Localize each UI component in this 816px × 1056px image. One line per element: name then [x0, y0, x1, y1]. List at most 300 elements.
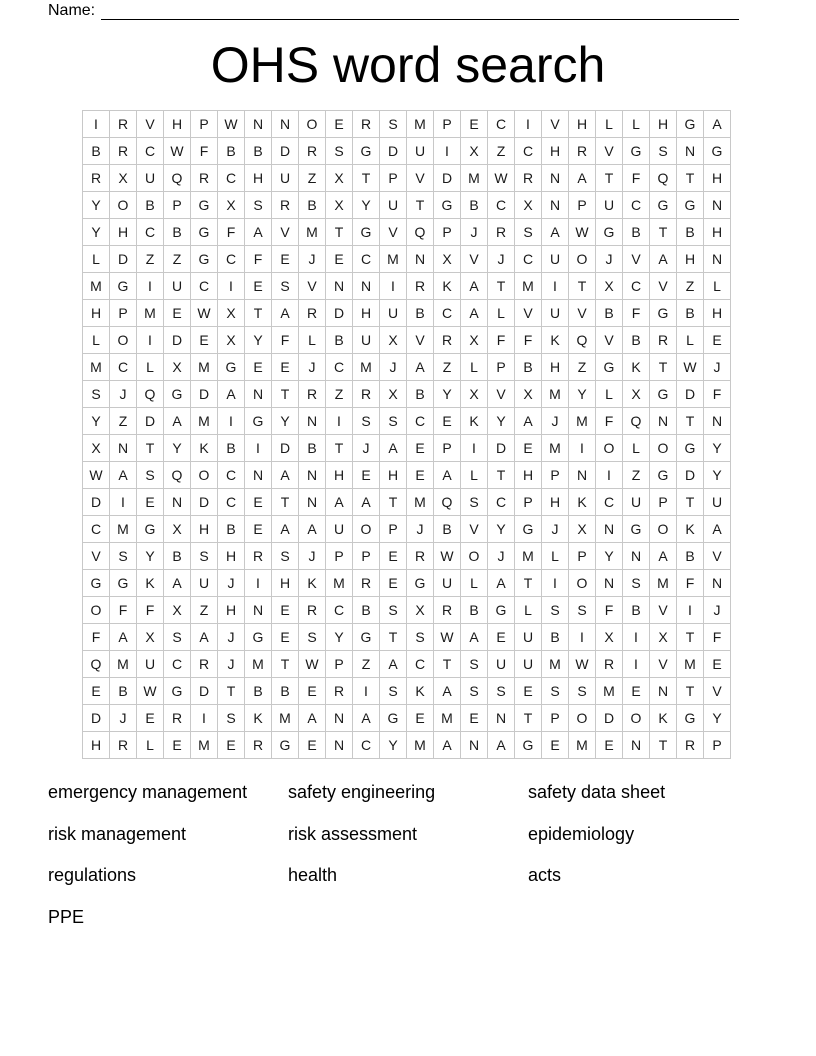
grid-cell: E	[515, 435, 542, 462]
grid-cell: K	[623, 354, 650, 381]
grid-cell: G	[245, 624, 272, 651]
grid-cell: Z	[353, 651, 380, 678]
grid-cell: N	[677, 138, 704, 165]
grid-cell: C	[137, 138, 164, 165]
grid-cell: I	[623, 651, 650, 678]
grid-cell: T	[677, 489, 704, 516]
grid-cell: N	[272, 111, 299, 138]
word-list-item: health	[288, 865, 338, 885]
grid-cell: S	[542, 597, 569, 624]
grid-cell: F	[677, 570, 704, 597]
grid-cell: M	[272, 705, 299, 732]
grid-cell: M	[380, 246, 407, 273]
grid-cell: S	[569, 597, 596, 624]
grid-cell: H	[542, 354, 569, 381]
grid-cell: M	[137, 300, 164, 327]
grid-cell: B	[623, 597, 650, 624]
grid-cell: P	[353, 543, 380, 570]
grid-cell: Y	[569, 381, 596, 408]
grid-cell: U	[596, 192, 623, 219]
grid-cell: M	[677, 651, 704, 678]
grid-cell: E	[245, 354, 272, 381]
grid-cell: B	[434, 516, 461, 543]
grid-cell: E	[272, 354, 299, 381]
grid-cell: X	[326, 192, 353, 219]
grid-cell: U	[380, 192, 407, 219]
grid-cell: G	[137, 516, 164, 543]
grid-cell: T	[353, 165, 380, 192]
grid-cell: V	[137, 111, 164, 138]
grid-cell: R	[407, 273, 434, 300]
grid-cell: A	[515, 408, 542, 435]
grid-row	[83, 462, 731, 489]
grid-cell: D	[137, 408, 164, 435]
grid-cell: K	[461, 408, 488, 435]
grid-cell: I	[110, 489, 137, 516]
grid-cell: H	[164, 111, 191, 138]
grid-cell: A	[353, 489, 380, 516]
grid-cell: S	[569, 678, 596, 705]
word-list-item: emergency management	[48, 782, 248, 802]
grid-cell: M	[407, 111, 434, 138]
grid-cell: A	[299, 516, 326, 543]
grid-cell: X	[110, 165, 137, 192]
grid-cell: G	[245, 408, 272, 435]
grid-cell: G	[677, 192, 704, 219]
grid-cell: F	[596, 597, 623, 624]
grid-cell: N	[488, 705, 515, 732]
grid-cell: A	[461, 300, 488, 327]
grid-cell: Y	[272, 408, 299, 435]
grid-cell: V	[461, 516, 488, 543]
grid-cell: M	[542, 651, 569, 678]
grid-cell: V	[407, 327, 434, 354]
grid-cell: S	[272, 273, 299, 300]
grid-cell: E	[407, 705, 434, 732]
grid-cell: F	[704, 624, 731, 651]
grid-cell: Z	[569, 354, 596, 381]
grid-cell: E	[83, 678, 110, 705]
grid-cell: B	[407, 381, 434, 408]
grid-cell: R	[299, 381, 326, 408]
grid-cell: Q	[83, 651, 110, 678]
grid-cell: I	[677, 597, 704, 624]
grid-cell: R	[110, 732, 137, 759]
grid-cell: J	[596, 246, 623, 273]
grid-cell: V	[569, 300, 596, 327]
grid-cell: A	[218, 381, 245, 408]
grid-cell: U	[191, 570, 218, 597]
grid-cell: P	[434, 219, 461, 246]
grid-cell: D	[488, 435, 515, 462]
grid-cell: O	[191, 462, 218, 489]
grid-cell: X	[380, 327, 407, 354]
grid-cell: X	[461, 138, 488, 165]
grid-cell: V	[704, 543, 731, 570]
grid-cell: V	[272, 219, 299, 246]
grid-cell: O	[461, 543, 488, 570]
grid-cell: G	[650, 300, 677, 327]
grid-cell: Y	[704, 462, 731, 489]
grid-cell: U	[137, 651, 164, 678]
grid-cell: A	[542, 219, 569, 246]
grid-cell: D	[677, 381, 704, 408]
grid-cell: M	[83, 273, 110, 300]
grid-cell: B	[218, 435, 245, 462]
grid-cell: K	[191, 435, 218, 462]
grid-cell: F	[623, 165, 650, 192]
grid-cell: G	[623, 138, 650, 165]
grid-cell: X	[434, 246, 461, 273]
grid-cell: I	[434, 138, 461, 165]
grid-cell: J	[542, 408, 569, 435]
grid-cell: I	[218, 408, 245, 435]
grid-cell: A	[650, 246, 677, 273]
grid-cell: C	[515, 138, 542, 165]
grid-cell: N	[245, 597, 272, 624]
grid-cell: A	[272, 462, 299, 489]
grid-cell: N	[299, 462, 326, 489]
grid-cell: X	[515, 192, 542, 219]
grid-cell: P	[380, 516, 407, 543]
grid-cell: T	[380, 489, 407, 516]
grid-cell: J	[488, 543, 515, 570]
grid-cell: D	[191, 489, 218, 516]
grid-cell: N	[353, 273, 380, 300]
grid-cell: L	[461, 570, 488, 597]
grid-cell: T	[272, 651, 299, 678]
grid-cell: F	[488, 327, 515, 354]
word-list-item: risk management	[48, 823, 187, 844]
grid-cell: E	[245, 516, 272, 543]
grid-cell: D	[191, 678, 218, 705]
grid-cell: G	[515, 732, 542, 759]
grid-cell: A	[704, 516, 731, 543]
grid-cell: B	[110, 678, 137, 705]
grid-cell: J	[488, 246, 515, 273]
grid-cell: G	[677, 705, 704, 732]
grid-cell: T	[569, 273, 596, 300]
grid-cell: K	[434, 273, 461, 300]
grid-cell: W	[488, 165, 515, 192]
grid-cell: R	[245, 543, 272, 570]
grid-cell: G	[353, 138, 380, 165]
grid-cell: F	[272, 327, 299, 354]
grid-cell: M	[353, 354, 380, 381]
grid-cell: Z	[299, 165, 326, 192]
grid-cell: C	[218, 462, 245, 489]
grid-cell: E	[137, 489, 164, 516]
grid-cell: H	[542, 489, 569, 516]
grid-cell: J	[299, 246, 326, 273]
grid-cell: S	[650, 138, 677, 165]
grid-cell: G	[677, 435, 704, 462]
grid-cell: D	[164, 327, 191, 354]
grid-cell: A	[569, 165, 596, 192]
grid-cell: M	[434, 705, 461, 732]
grid-cell: T	[677, 678, 704, 705]
grid-cell: E	[353, 462, 380, 489]
grid-cell: B	[272, 678, 299, 705]
grid-cell: X	[461, 327, 488, 354]
grid-cell: H	[380, 462, 407, 489]
grid-cell: T	[677, 408, 704, 435]
grid-cell: V	[299, 273, 326, 300]
grid-cell: D	[83, 705, 110, 732]
grid-cell: Y	[596, 543, 623, 570]
grid-cell: U	[542, 246, 569, 273]
grid-cell: H	[677, 246, 704, 273]
grid-cell: C	[326, 597, 353, 624]
grid-cell: V	[650, 273, 677, 300]
grid-cell: L	[596, 111, 623, 138]
grid-cell: C	[137, 219, 164, 246]
grid-cell: C	[623, 192, 650, 219]
grid-cell: R	[164, 705, 191, 732]
grid-cell: H	[704, 165, 731, 192]
grid-cell: M	[569, 408, 596, 435]
word-list-item: safety engineering	[288, 782, 436, 802]
grid-cell: G	[407, 570, 434, 597]
name-label: Name:	[48, 2, 96, 19]
grid-cell: E	[299, 678, 326, 705]
grid-row	[83, 597, 731, 624]
grid-cell: B	[677, 543, 704, 570]
grid-cell: P	[191, 111, 218, 138]
grid-cell: U	[164, 273, 191, 300]
grid-cell: A	[380, 435, 407, 462]
grid-cell: Y	[137, 543, 164, 570]
grid-cell: M	[110, 651, 137, 678]
grid-cell: R	[569, 138, 596, 165]
grid-cell: M	[191, 354, 218, 381]
grid-cell: U	[353, 327, 380, 354]
grid-cell: M	[407, 489, 434, 516]
grid-cell: W	[299, 651, 326, 678]
grid-row	[83, 489, 731, 516]
grid-cell: E	[704, 651, 731, 678]
grid-cell: S	[461, 678, 488, 705]
grid-cell: X	[164, 516, 191, 543]
grid-cell: X	[650, 624, 677, 651]
grid-cell: G	[353, 219, 380, 246]
grid-cell: H	[245, 165, 272, 192]
grid-cell: A	[488, 732, 515, 759]
grid-cell: T	[326, 219, 353, 246]
grid-cell: R	[83, 165, 110, 192]
grid-cell: N	[461, 732, 488, 759]
grid-row	[83, 300, 731, 327]
grid-cell: Y	[488, 408, 515, 435]
word-list-item: PPE	[48, 906, 85, 927]
grid-cell: H	[110, 219, 137, 246]
grid-cell: I	[218, 273, 245, 300]
grid-cell: A	[434, 678, 461, 705]
grid-cell: N	[704, 408, 731, 435]
grid-cell: J	[461, 219, 488, 246]
grid-cell: J	[110, 705, 137, 732]
grid-cell: M	[191, 732, 218, 759]
grid-cell: Q	[623, 408, 650, 435]
grid-cell: X	[218, 300, 245, 327]
grid-cell: T	[650, 732, 677, 759]
grid-cell: R	[677, 732, 704, 759]
grid-cell: G	[650, 192, 677, 219]
grid-cell: A	[110, 624, 137, 651]
grid-cell: H	[704, 300, 731, 327]
grid-row	[83, 381, 731, 408]
grid-cell: G	[515, 516, 542, 543]
grid-cell: L	[137, 732, 164, 759]
grid-cell: R	[245, 732, 272, 759]
grid-cell: D	[110, 246, 137, 273]
grid-cell: B	[326, 327, 353, 354]
grid-cell: N	[326, 273, 353, 300]
grid-row	[83, 516, 731, 543]
grid-cell: S	[83, 381, 110, 408]
grid-cell: R	[650, 327, 677, 354]
grid-cell: M	[83, 354, 110, 381]
grid-cell: R	[515, 165, 542, 192]
grid-cell: Z	[110, 408, 137, 435]
grid-cell: Y	[83, 219, 110, 246]
grid-row	[83, 732, 731, 759]
grid-cell: F	[110, 597, 137, 624]
grid-cell: R	[110, 138, 137, 165]
grid-cell: M	[650, 570, 677, 597]
grid-cell: E	[461, 111, 488, 138]
grid-cell: X	[326, 165, 353, 192]
grid-cell: R	[353, 111, 380, 138]
grid-cell: B	[299, 435, 326, 462]
grid-cell: D	[83, 489, 110, 516]
grid-cell: F	[245, 246, 272, 273]
grid-cell: C	[407, 408, 434, 435]
grid-cell: S	[407, 624, 434, 651]
grid-cell: I	[461, 435, 488, 462]
grid-cell: B	[164, 219, 191, 246]
grid-row	[83, 543, 731, 570]
grid-cell: W	[218, 111, 245, 138]
grid-cell: T	[650, 354, 677, 381]
grid-cell: Z	[488, 138, 515, 165]
grid-cell: D	[677, 462, 704, 489]
grid-cell: W	[434, 624, 461, 651]
grid-row	[83, 408, 731, 435]
grid-row	[83, 624, 731, 651]
grid-cell: S	[461, 651, 488, 678]
grid-cell: U	[434, 570, 461, 597]
grid-cell: I	[542, 273, 569, 300]
grid-cell: H	[515, 462, 542, 489]
grid-cell: T	[245, 300, 272, 327]
grid-cell: B	[218, 138, 245, 165]
grid-cell: Q	[569, 327, 596, 354]
grid-cell: A	[272, 516, 299, 543]
grid-cell: V	[407, 165, 434, 192]
grid-cell: E	[164, 732, 191, 759]
grid-cell: X	[164, 354, 191, 381]
grid-cell: W	[677, 354, 704, 381]
grid-cell: N	[596, 516, 623, 543]
grid-cell: E	[272, 597, 299, 624]
grid-cell: Q	[164, 462, 191, 489]
grid-cell: B	[164, 543, 191, 570]
grid-row	[83, 327, 731, 354]
grid-cell: N	[704, 246, 731, 273]
grid-cell: C	[434, 300, 461, 327]
grid-cell: R	[488, 219, 515, 246]
grid-cell: U	[272, 165, 299, 192]
grid-cell: V	[380, 219, 407, 246]
grid-cell: A	[704, 111, 731, 138]
grid-cell: C	[623, 273, 650, 300]
grid-cell: S	[299, 624, 326, 651]
grid-cell: N	[569, 462, 596, 489]
grid-cell: R	[434, 597, 461, 624]
grid-cell: L	[137, 354, 164, 381]
grid-cell: Y	[434, 381, 461, 408]
grid-cell: S	[488, 678, 515, 705]
grid-cell: B	[245, 678, 272, 705]
grid-cell: B	[353, 597, 380, 624]
grid-row	[83, 219, 731, 246]
grid-cell: V	[596, 138, 623, 165]
grid-cell: E	[461, 705, 488, 732]
grid-cell: C	[407, 651, 434, 678]
grid-cell: P	[110, 300, 137, 327]
grid-cell: U	[137, 165, 164, 192]
grid-cell: Y	[704, 705, 731, 732]
grid-cell: H	[569, 111, 596, 138]
grid-cell: P	[326, 543, 353, 570]
word-list-item: safety data sheet	[528, 782, 666, 802]
grid-cell: N	[326, 705, 353, 732]
grid-cell: S	[380, 597, 407, 624]
grid-cell: G	[650, 381, 677, 408]
grid-cell: C	[110, 354, 137, 381]
grid-row	[83, 111, 731, 138]
grid-cell: Z	[326, 381, 353, 408]
grid-cell: U	[623, 489, 650, 516]
grid-cell: K	[542, 327, 569, 354]
grid-cell: K	[569, 489, 596, 516]
grid-cell: T	[515, 705, 542, 732]
grid-cell: T	[596, 165, 623, 192]
grid-cell: Y	[704, 435, 731, 462]
grid-cell: N	[542, 165, 569, 192]
grid-cell: S	[461, 489, 488, 516]
grid-cell: G	[191, 219, 218, 246]
grid-cell: D	[380, 138, 407, 165]
grid-cell: I	[137, 327, 164, 354]
grid-cell: I	[515, 111, 542, 138]
grid-cell: K	[137, 570, 164, 597]
grid-cell: X	[569, 516, 596, 543]
grid-cell: J	[299, 543, 326, 570]
grid-cell: A	[353, 705, 380, 732]
grid-cell: F	[83, 624, 110, 651]
grid-cell: N	[596, 570, 623, 597]
grid-cell: S	[245, 192, 272, 219]
grid-cell: E	[218, 732, 245, 759]
name-field	[48, 0, 739, 20]
grid-cell: A	[434, 732, 461, 759]
grid-row	[83, 138, 731, 165]
grid-cell: J	[704, 597, 731, 624]
grid-cell: R	[596, 651, 623, 678]
grid-cell: G	[677, 111, 704, 138]
